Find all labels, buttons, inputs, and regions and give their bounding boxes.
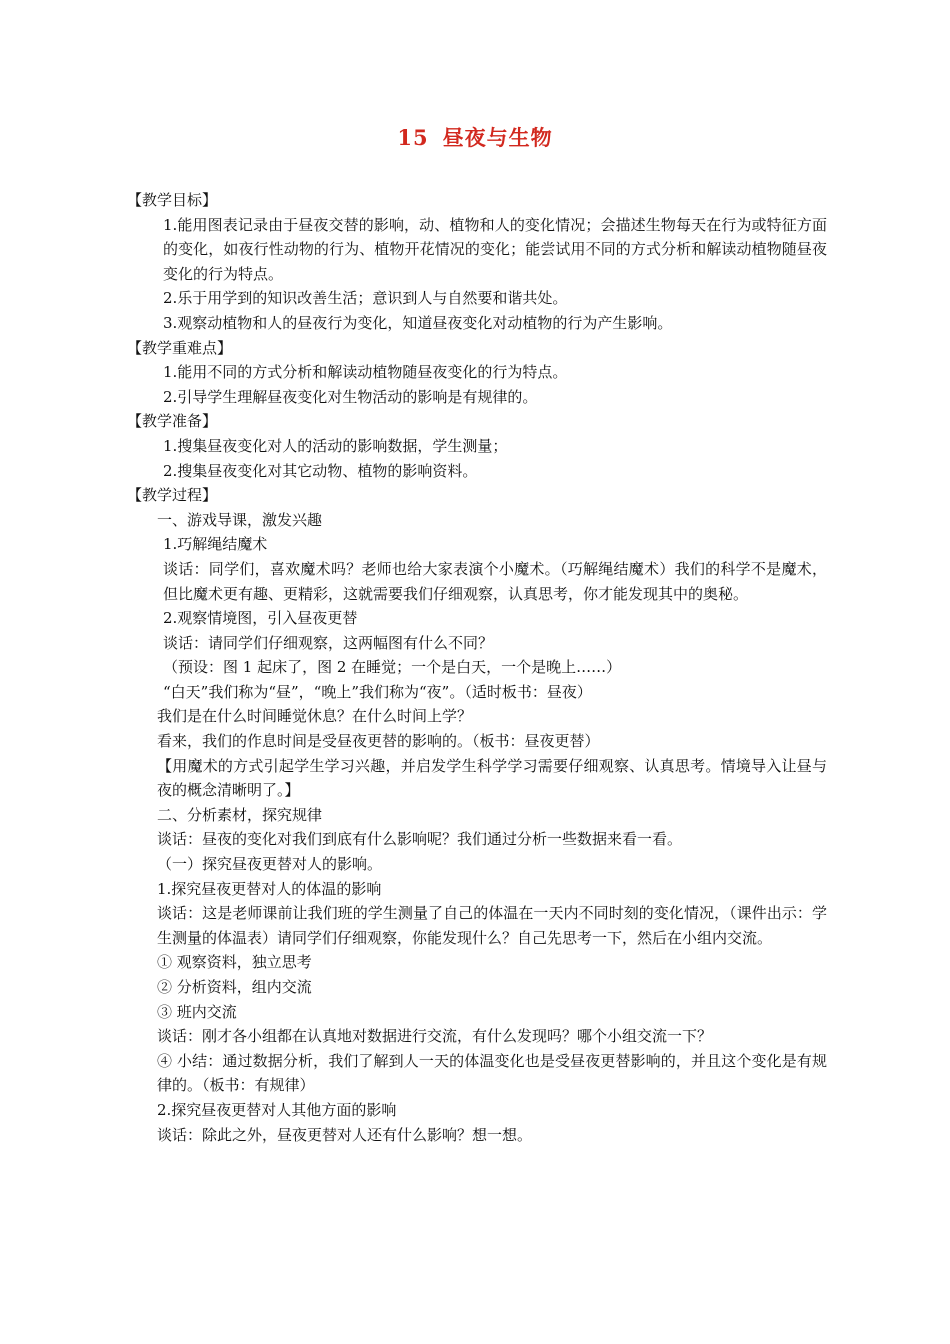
text-line: 【教学目标】 [127,191,218,209]
text-line: 谈话：昼夜的变化对我们到底有什么影响呢？我们通过分析一些数据来看一看。 [157,830,683,849]
paragraph: 谈话：这是老师课前让我们班的学生测量了自己的体温在一天内不同时刻的变化情况，（课件出示：学生测量的体温表）请同学们仔细观察，你能发现什么？自己先思考一下，然后在小组内交流。 [157,904,827,947]
text-line: 谈话：除此之外，昼夜更替对人还有什么影响？想一想。 [157,1125,533,1144]
text-line: ① 观察资料，独立思考 [157,953,312,972]
text-line: 1.巧解绳结魔术 [163,535,268,554]
text-line: 1.能用不同的方式分析和解读动植物随昼夜变化的行为特点。 [163,363,568,382]
lesson-title: 昼夜与生物 [442,125,553,150]
text-line: 【教学准备】 [127,412,218,431]
text-line: （一）探究昼夜更替对人的影响。 [157,855,383,874]
paragraph: 【用魔术的方式引起学生学习兴趣，并启发学生科学学习需要仔细观察、认真思考。情境导入让昼与夜的概念清晰明了。】 [157,756,827,800]
text-line: 2.探究昼夜更替对人其他方面的影响 [157,1100,397,1119]
text-line: “白天”我们称为“昼”，“晚上”我们称为“夜”。（适时板书：昼夜） [163,682,592,701]
text-line: 谈话：刚才各小组都在认真地对数据进行交流，有什么发现吗？哪个小组交流一下？ [157,1027,713,1046]
text-line: 1.搜集昼夜变化对人的活动的影响数据，学生测量； [163,436,508,455]
text-line: 【教学重难点】 [127,338,233,357]
text-line: ② 分析资料，组内交流 [157,978,312,996]
text-line: 1.探究昼夜更替对人的体温的影响 [157,879,382,898]
paragraph: 1.能用图表记录由于昼夜交替的影响，动、植物和人的变化情况；会描述生物每天在行为或特征方面的变化，如夜行性动物的行为、植物开花情况的变化；能尝试用不同的方式分析和解读动植物随昼夜变化的行为特点。 [163,215,827,283]
text-line: 【教学过程】 [127,486,218,505]
text-line: （预设：图 1 起床了，图 2 在睡觉；一个是白天，一个是晚上……） [163,658,622,677]
lesson-number: 15 [397,125,429,150]
text-line: 看来，我们的作息时间是受昼夜更替的影响的。（板书：昼夜更替） [157,732,600,751]
text-line: 3.观察动植物和人的昼夜行为变化，知道昼夜变化对动植物的行为产生影响。 [163,313,673,332]
text-line: 2.乐于用学到的知识改善生活；意识到人与自然要和谐共处。 [163,289,568,308]
document-body [127,188,827,1147]
text-line: 谈话：请同学们仔细观察，这两幅图有什么不同？ [163,633,494,652]
paragraph: 谈话：同学们，喜欢魔术吗？老师也给大家表演个小魔术。（巧解绳结魔术）我们的科学不是魔术，但比魔术更有趣、更精彩，这就需要我们仔细观察，认真思考，你才能发现其中的奥秘。 [163,559,827,603]
text-line: 一、游戏导课，激发兴趣 [157,510,323,529]
text-line: 2.引导学生理解昼夜变化对生物活动的影响是有规律的。 [163,387,538,406]
text-line: 二、分析素材，探究规律 [157,805,323,824]
text-line: 2.搜集昼夜变化对其它动物、植物的影响资料。 [163,461,478,480]
paragraph: ④ 小结：通过数据分析，我们了解到人一天的体温变化也是受昼夜更替影响的，并且这个变化是有规律的。（板书：有规律） [157,1051,827,1095]
text-line: 2.观察情境图，引入昼夜更替 [163,609,358,628]
text-line: ③ 班内交流 [157,1002,237,1021]
page-title [0,122,950,152]
text-line: 我们是在什么时间睡觉休息？在什么时间上学？ [157,707,473,726]
